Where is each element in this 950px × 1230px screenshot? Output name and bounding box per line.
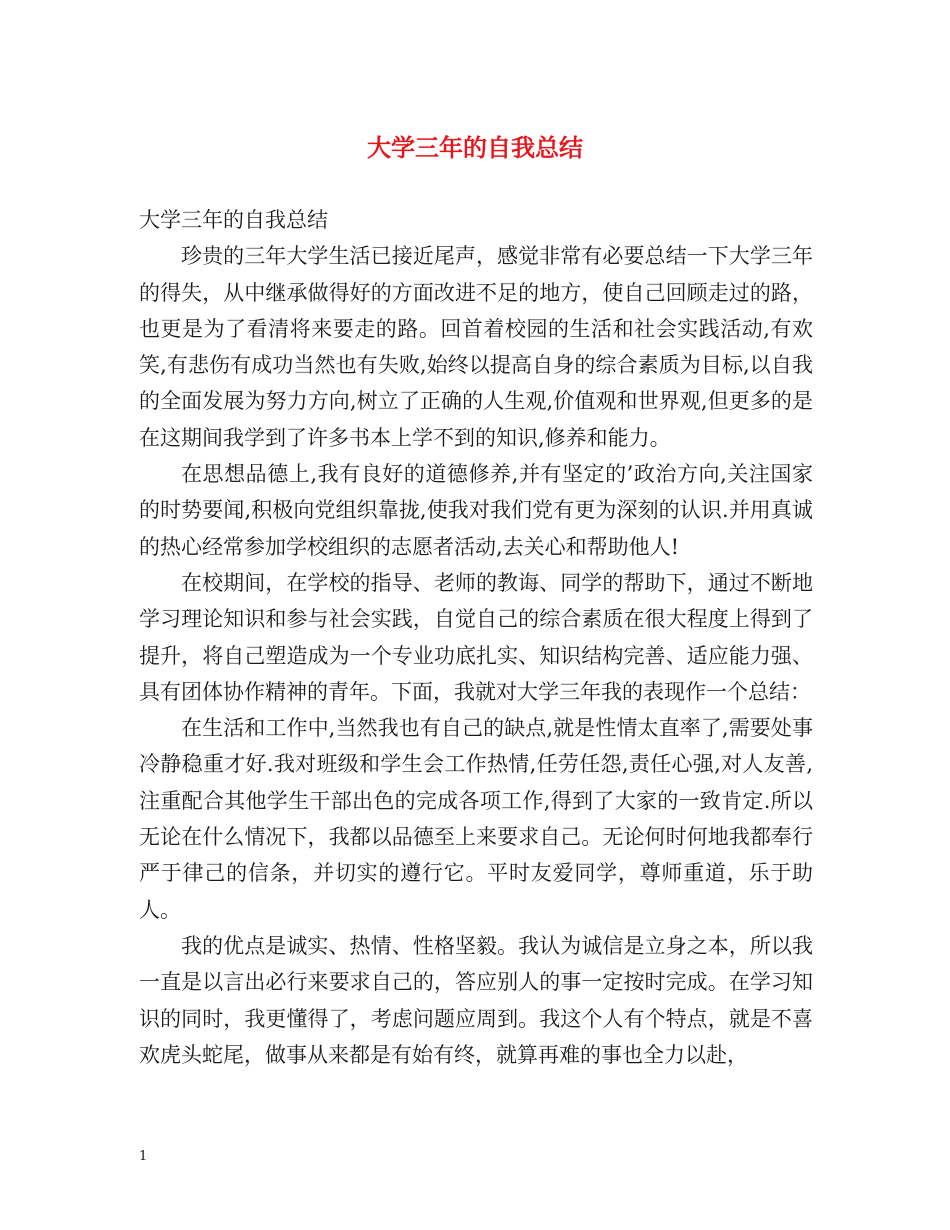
document-title: 大学三年的自我总结 (367, 133, 583, 162)
paragraph: 在校期间，在学校的指导、老师的教诲、同学的帮助下，通过不断地学习理论知识和参与社会实践，自觉自己的综合素质在很大程度上得到了提升，将自己塑造成为一个专业功底扎实、知识结构完善、适应能力强、具有团体协作精神的青年。下面，我就对大学三年我的表现作一个总结： (139, 570, 813, 704)
paragraph: 珍贵的三年大学生活已接近尾声，感觉非常有必要总结一下大学三年的得失，从中继承做得好的方面改进不足的地方，使自己回顾走过的路，也更是为了看清将来要走的路。回首着校园的生活和社会实践活动,有欢笑,有悲伤有成功当然也有失败,始终以提高自身的综合素质为目标,以自我的全面发展为努力方向,树立了正确的人生观,价值观和世界观,但更多的是在这期间我学到了许多书本上学不到的知识,修养和能力。 (139, 244, 813, 450)
paragraph: 在生活和工作中,当然我也有自己的缺点,就是性情太直率了,需要处事冷静稳重才好.我对班级和学生会工作热情,任劳任怨,责任心强,对人友善,注重配合其他学生干部出色的完成各项工作,得到了大家的一致肯定.所以无论在什么情况下，我都以品德至上来要求自己。无论何时何地我都奉行严于律己的信条，并切实的遵行它。平时友爱同学，尊师重道，乐于助人。 (139, 716, 813, 922)
paragraph: 我的优点是诚实、热情、性格坚毅。我认为诚信是立身之本，所以我一直是以言出必行来要求自己的，答应别人的事一定按时完成。在学习知识的同时，我更懂得了，考虑问题应周到。我这个人有个特点，就是不喜欢虎头蛇尾，做事从来都是有始有终，就算再难的事也全力以赴， (139, 933, 813, 1067)
paragraph: 在思想品德上,我有良好的道德修养,并有坚定的’政治方向,关注国家的时势要闻,积极向党组织靠拢,使我对我们党有更为深刻的认识.并用真诚的热心经常参加学校组织的志愿者活动,去关心和帮助他人! (139, 462, 813, 559)
document-subheading: 大学三年的自我总结 (139, 208, 328, 232)
document-body (139, 202, 813, 1073)
page-number: 1 (139, 1149, 148, 1164)
